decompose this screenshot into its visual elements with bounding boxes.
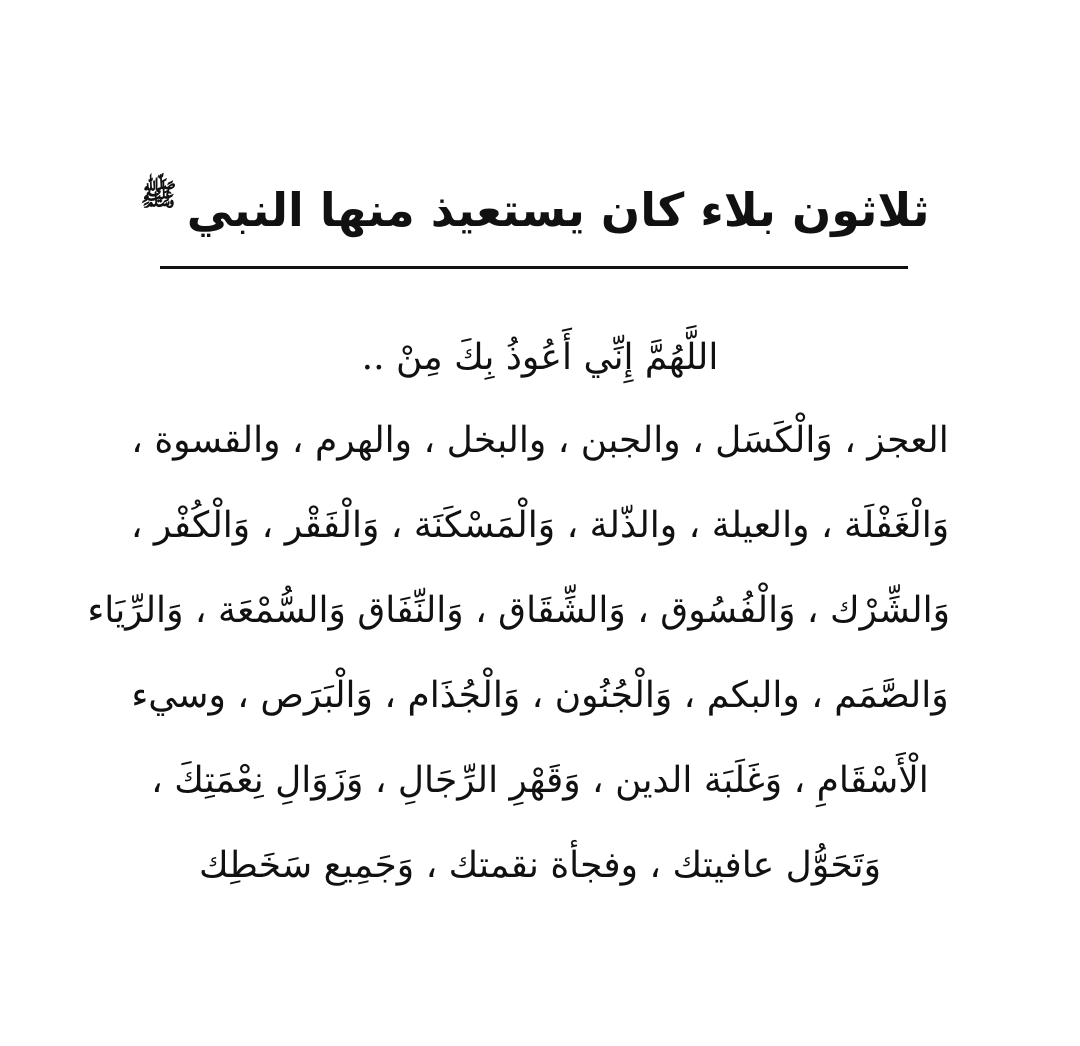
title-underline [160,266,908,269]
intro-line: اللَّهُمَّ إِنِّي أَعُوذُ بِكَ مِنْ .. [361,337,719,378]
text-line-1: العجز ، وَالْكَسَل ، والجبن ، والبخل ، والهرم ، والقسوة ، [131,420,949,461]
supplication-text [87,318,950,908]
salawat-ligature: ﷺ [140,178,177,213]
text-line-6: وَتَحَوُّل عافيتك ، وفجأة نقمتك ، وَجَمِيع سَخَطِك [198,845,882,886]
text-line-5: الْأَسْقَامِ ، وَغَلَبَة الدين ، وَقَهْرِ الرِّجَالِ ، وَزَوَالِ نِعْمَتِكَ ، [151,760,929,801]
text-line-4: وَالصَّمَم ، والبكم ، وَالْجُنُون ، وَالْجُذَام ، وَالْبَرَص ، وسيء [131,675,949,716]
text-line-3: وَالشِّرْك ، وَالْفُسُوق ، وَالشِّقَاق ، وَالنِّفَاق وَالسُّمْعَة ، وَالرِّيَاء [87,590,950,631]
text-line-2: وَالْغَفْلَة ، والعيلة ، والذّلة ، وَالْمَسْكَنَة ، وَالْفَقْر ، وَالْكُفْر ، [130,505,950,546]
page-title: ثلاثون بلاء كان يستعيذ منها النبي [186,183,930,237]
title-row [140,170,930,250]
